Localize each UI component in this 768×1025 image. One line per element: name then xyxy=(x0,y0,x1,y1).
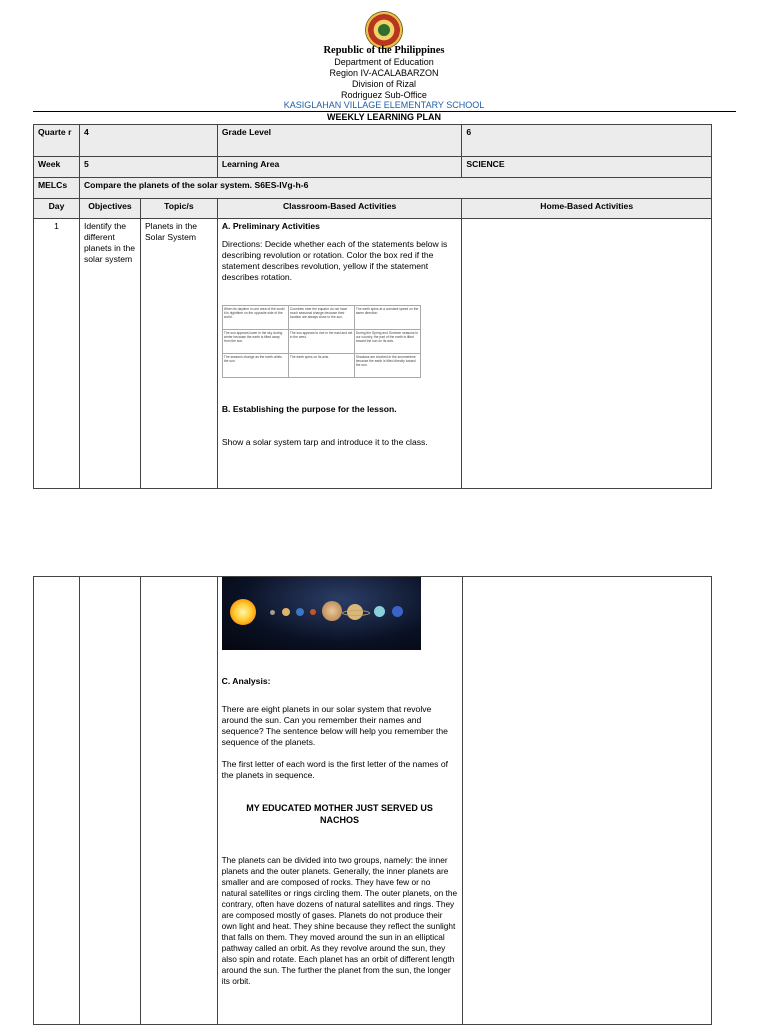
neptune-graphic xyxy=(392,606,403,617)
week-value: 5 xyxy=(79,157,217,178)
section-a-title: A. Preliminary Activities xyxy=(221,221,320,231)
header-region: Region IV-ACALABARZON xyxy=(329,68,439,78)
mercury-graphic xyxy=(270,610,275,615)
week-label: Week xyxy=(34,157,80,178)
header-school: KASIGLAHAN VILLAGE ELEMENTARY SCHOOL xyxy=(283,100,485,110)
melcs-label: MELCs xyxy=(34,178,80,199)
grade-value: 6 xyxy=(462,125,712,157)
quarter-value: 4 xyxy=(79,125,217,157)
mini-cell: The earth spins at a constant speed on the same direction. xyxy=(354,306,420,330)
section-c-paragraph-1: There are eight planets in our solar system that revolve around the sun. Can you remember their names and sequence? The sentence below will help you remember the sequence of the planets. xyxy=(221,704,448,747)
section-b-title: B. Establishing the purpose for the lesson. xyxy=(221,404,397,414)
mars-graphic xyxy=(310,609,316,615)
deped-seal xyxy=(366,12,402,48)
row1-topic: Planets in the Solar System xyxy=(140,219,217,489)
col-day: Day xyxy=(34,199,80,219)
row1-home xyxy=(462,219,712,489)
header-division: Division of Rizal xyxy=(351,79,417,89)
uranus-graphic xyxy=(374,606,385,617)
mini-cell: The earth spins on its axis. xyxy=(288,354,354,378)
col-topics: Topic/s xyxy=(140,199,217,219)
earth-graphic xyxy=(296,608,304,616)
row2-day xyxy=(34,577,80,1025)
section-c-paragraph-3: The planets can be divided into two groups, namely: the inner planets and the outer planets. Generally, the inner planets are smaller and are composed of rocks. They have few or no natural satellites or rings circling them. The outer planets, on the contrary, often have dozens of natural satellites and rings. They are composed mostly of gases. Planets do not produce their own light and heat. They shine because they reflect the sunlight that falls on them. They moved around the sun in an elliptical pathway called an orbit. As they revolve around the sun, they also spin and rotate. Each planet has an orbit of different length around the sun. The further the planet from the sun, the longer its orbit. xyxy=(221,855,458,986)
section-c-paragraph-2: The first letter of each word is the first letter of the names of the planets in sequence. xyxy=(221,759,449,780)
col-classroom: Classroom-Based Activities xyxy=(217,199,462,219)
col-home: Home-Based Activities xyxy=(462,199,712,219)
plan-title: WEEKLY LEARNING PLAN xyxy=(326,112,441,122)
venus-graphic xyxy=(282,608,290,616)
row2-topic xyxy=(140,577,217,1025)
mnemonic-line-1: MY EDUCATED MOTHER JUST SERVED US xyxy=(246,803,433,813)
row1-day: 1 xyxy=(34,219,80,489)
area-value: SCIENCE xyxy=(462,157,712,178)
sun-graphic xyxy=(230,599,256,625)
mini-cell: Shadows are shortest in the summertime because the earth is tilted directly toward the sun. xyxy=(354,354,420,378)
mini-cell: The sun appears lower in the sky during winter because the earth is tilted away from the sun. xyxy=(222,330,288,354)
header-republic: Republic of the Philippines xyxy=(323,45,445,56)
header-department: Department of Education xyxy=(334,57,434,67)
section-a-text: Directions: Decide whether each of the statements below is describing revolution or rotation. Color the box red if the statement describes revolution, yellow if the statement describes rotation. xyxy=(221,239,448,282)
row1-classroom xyxy=(217,219,462,489)
area-label: Learning Area xyxy=(217,157,462,178)
solar-system-image xyxy=(222,577,421,650)
row2-classroom xyxy=(217,577,462,1025)
section-b-text: Show a solar system tarp and introduce it to the class. xyxy=(221,437,428,447)
mini-cell: The sun appears to rise in the east and set in the west. xyxy=(288,330,354,354)
grade-label: Grade Level xyxy=(217,125,462,157)
mini-cell: When its daytime in one area of the world it is nighttime on the opposite side of the world. xyxy=(222,306,288,330)
row2-home xyxy=(462,577,711,1025)
mnemonic-line-2: NACHOS xyxy=(320,815,360,825)
jupiter-graphic xyxy=(322,601,342,621)
section-c-title: C. Analysis: xyxy=(221,676,271,686)
col-objectives: Objectives xyxy=(79,199,140,219)
learning-plan-table xyxy=(33,124,712,489)
quarter-label: Quarte r xyxy=(34,125,80,157)
melcs-value: Compare the planets of the solar system. S6ES-IVg-h-6 xyxy=(79,178,711,199)
mini-cell: The seasons change as the earth orbits the sun. xyxy=(222,354,288,378)
learning-plan-table-continued xyxy=(33,576,712,1025)
row1-objective: Identify the different planets in the solar system xyxy=(79,219,140,489)
saturn-rings-graphic xyxy=(342,610,370,616)
mini-cell: During the Spring and Summer seasons in our country, the part of the earth is tilted toward the sun on its axis. xyxy=(354,330,420,354)
row2-objective xyxy=(79,577,140,1025)
mini-cell: Countries near the equator do not have much seasonal change because their location are always close to the sun. xyxy=(288,306,354,330)
header-sub-office: Rodriguez Sub-Office xyxy=(341,90,427,100)
revolution-rotation-table xyxy=(222,305,421,378)
